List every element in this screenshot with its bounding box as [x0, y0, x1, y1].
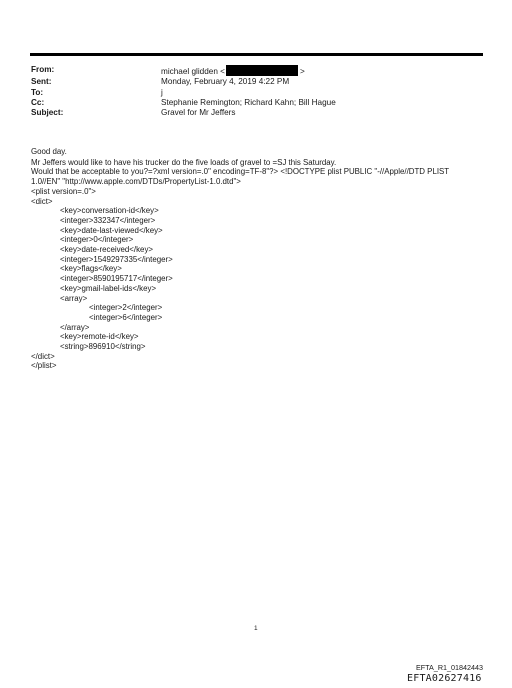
from-close: > [299, 67, 305, 76]
from-label: From: [31, 65, 55, 74]
sent-row [31, 77, 486, 87]
from-name: michael glidden < [161, 67, 225, 76]
body-line: <integer>332347</integer> [60, 215, 156, 225]
body-line: <integer>0</integer> [60, 235, 134, 245]
body-line: <dict> [31, 196, 53, 206]
body-line: <array> [60, 293, 88, 303]
to-row [31, 88, 486, 98]
email-body [31, 147, 481, 371]
email-header [31, 65, 486, 118]
subject-value: Gravel for Mr Jeffers [161, 108, 236, 118]
body-line: Mr Jeffers would like to have his trucker do the five loads of gravel to =SJ this Saturday. [31, 157, 337, 167]
cc-row [31, 98, 486, 108]
body-line: <key>conversation-id</key> [60, 206, 159, 216]
body-line: </array> [60, 322, 90, 332]
body-line: </plist> [31, 361, 57, 371]
page-number: 1 [254, 625, 258, 632]
bates-number-primary: EFTA_R1_01842443 [416, 663, 483, 672]
body-line: 1.0//EN" "http://www.apple.com/DTDs/PropertyList-1.0.dtd"> [31, 177, 241, 187]
body-line: </dict> [31, 351, 55, 361]
from-row [31, 65, 486, 77]
from-value [161, 65, 486, 77]
to-label: To: [31, 87, 44, 97]
body-line: <integer>6</integer> [89, 312, 163, 322]
header-rule [30, 53, 483, 56]
body-line: Good day. [31, 147, 67, 156]
cc-label: Cc: [31, 97, 45, 107]
bates-number-secondary: EFTA02627416 [407, 673, 482, 684]
body-line: <string>896910</string> [60, 342, 146, 352]
body-line: <key>gmail-label-ids</key> [60, 283, 157, 293]
cc-value: Stephanie Remington; Richard Kahn; Bill Hague [161, 97, 336, 107]
sent-label: Sent: [31, 77, 52, 87]
body-line: <key>date-last-viewed</key> [60, 225, 163, 235]
body-line: <key>remote-id</key> [60, 332, 139, 342]
sent-value: Monday, February 4, 2019 4:22 PM [161, 77, 290, 87]
subject-label: Subject: [31, 108, 64, 118]
subject-row [31, 108, 486, 118]
body-line: Would that be acceptable to you?=?xml version=.0" encoding=TF-8"?> <!DOCTYPE plist PUBLIC "-//Apple//DTD PLIST [31, 167, 450, 177]
to-value: j [161, 87, 163, 97]
body-line: <key>date-received</key> [60, 245, 153, 255]
body-line: <integer>8590195717</integer> [60, 274, 173, 284]
body-line: <key>flags</key> [60, 264, 122, 274]
body-line: <integer>2</integer> [89, 303, 163, 313]
redaction-box [226, 65, 298, 76]
body-line: <plist version=.0"> [31, 186, 96, 196]
body-line: <integer>1549297335</integer> [60, 254, 173, 264]
